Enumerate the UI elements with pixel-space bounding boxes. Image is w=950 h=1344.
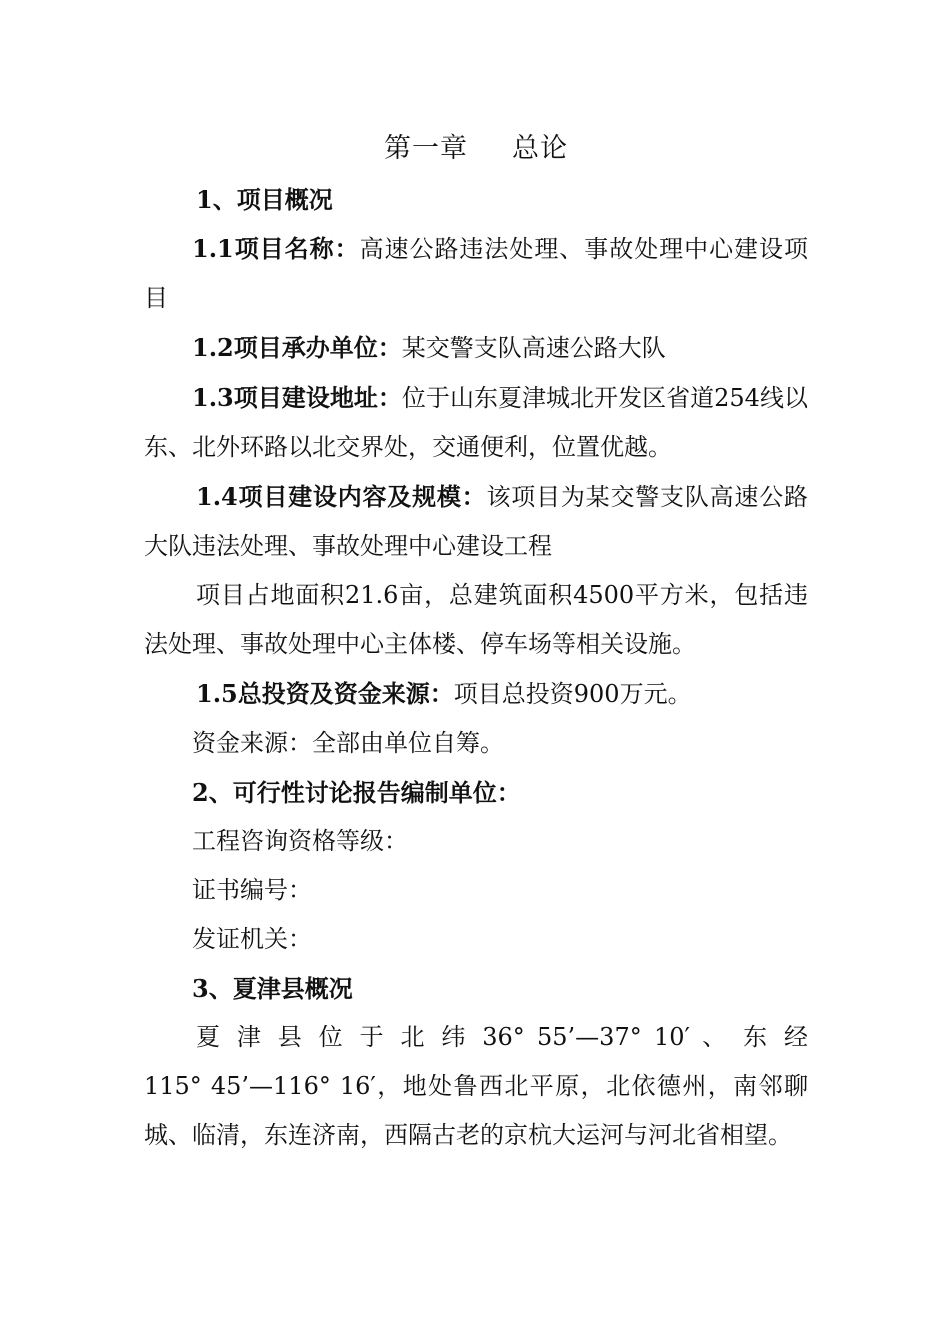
item-1-5-label: 1.5总投资及资金来源： — [196, 679, 454, 708]
chapter-number: 第一章 — [384, 133, 468, 164]
item-1-2-label: 1.2项目承办单位： — [192, 333, 402, 362]
item-1-4 — [144, 472, 808, 571]
county-paragraph-line-1: 夏 津 县 位 于 北 纬 36° 55’—37° 10′ 、 东 经 — [196, 1023, 808, 1051]
item-1-4-paragraph-2: 项目占地面积21.6亩，总建筑面积4500平方米，包括违法处理、事故处理中心主体楼、停车场等相关设施。 — [144, 581, 808, 658]
section-2-heading: 2、可行性讨论报告编制单位： — [192, 778, 521, 807]
item-1-3-text: 位于山东夏津城北开发区省道254线以东、北外环路以北交界处，交通便利，位置优越。 — [144, 384, 808, 461]
item-1-3-label: 1.3项目建设地址： — [192, 383, 402, 412]
funding-source: 资金来源：全部由单位自筹。 — [192, 729, 504, 757]
chapter-name: 总论 — [512, 133, 568, 164]
chapter-title — [144, 124, 808, 174]
item-1-2 — [144, 323, 808, 373]
issuing-authority: 发证机关： — [192, 925, 312, 953]
item-1-5 — [144, 669, 808, 719]
item-1-5-text: 项目总投资900万元。 — [453, 680, 692, 708]
document-body — [144, 124, 808, 1160]
item-1-4-label: 1.4项目建设内容及规模： — [196, 482, 487, 511]
item-1-1-text: 高速公路违法处理、事故处理中心建设项目 — [144, 235, 808, 312]
section-3-heading: 3、夏津县概况 — [192, 974, 353, 1003]
item-1-1-label: 1.1项目名称： — [192, 234, 360, 263]
qualification-level: 工程咨询资格等级： — [192, 827, 408, 855]
item-1-2-text: 某交警支队高速公路大队 — [401, 334, 666, 362]
section-1-heading: 1、项目概况 — [196, 185, 333, 214]
item-1-3 — [144, 373, 808, 472]
item-1-4-text: 该项目为某交警支队高速公路大队违法处理、事故处理中心建设工程 — [144, 483, 808, 560]
item-1-1 — [144, 224, 808, 323]
certificate-number: 证书编号： — [192, 876, 312, 904]
county-paragraph-rest: 115° 45’—116° 16′，地处鲁西北平原，北依德州，南邻聊城、临清，东连济南，西隔古老的京杭大运河与河北省相望。 — [144, 1072, 808, 1149]
